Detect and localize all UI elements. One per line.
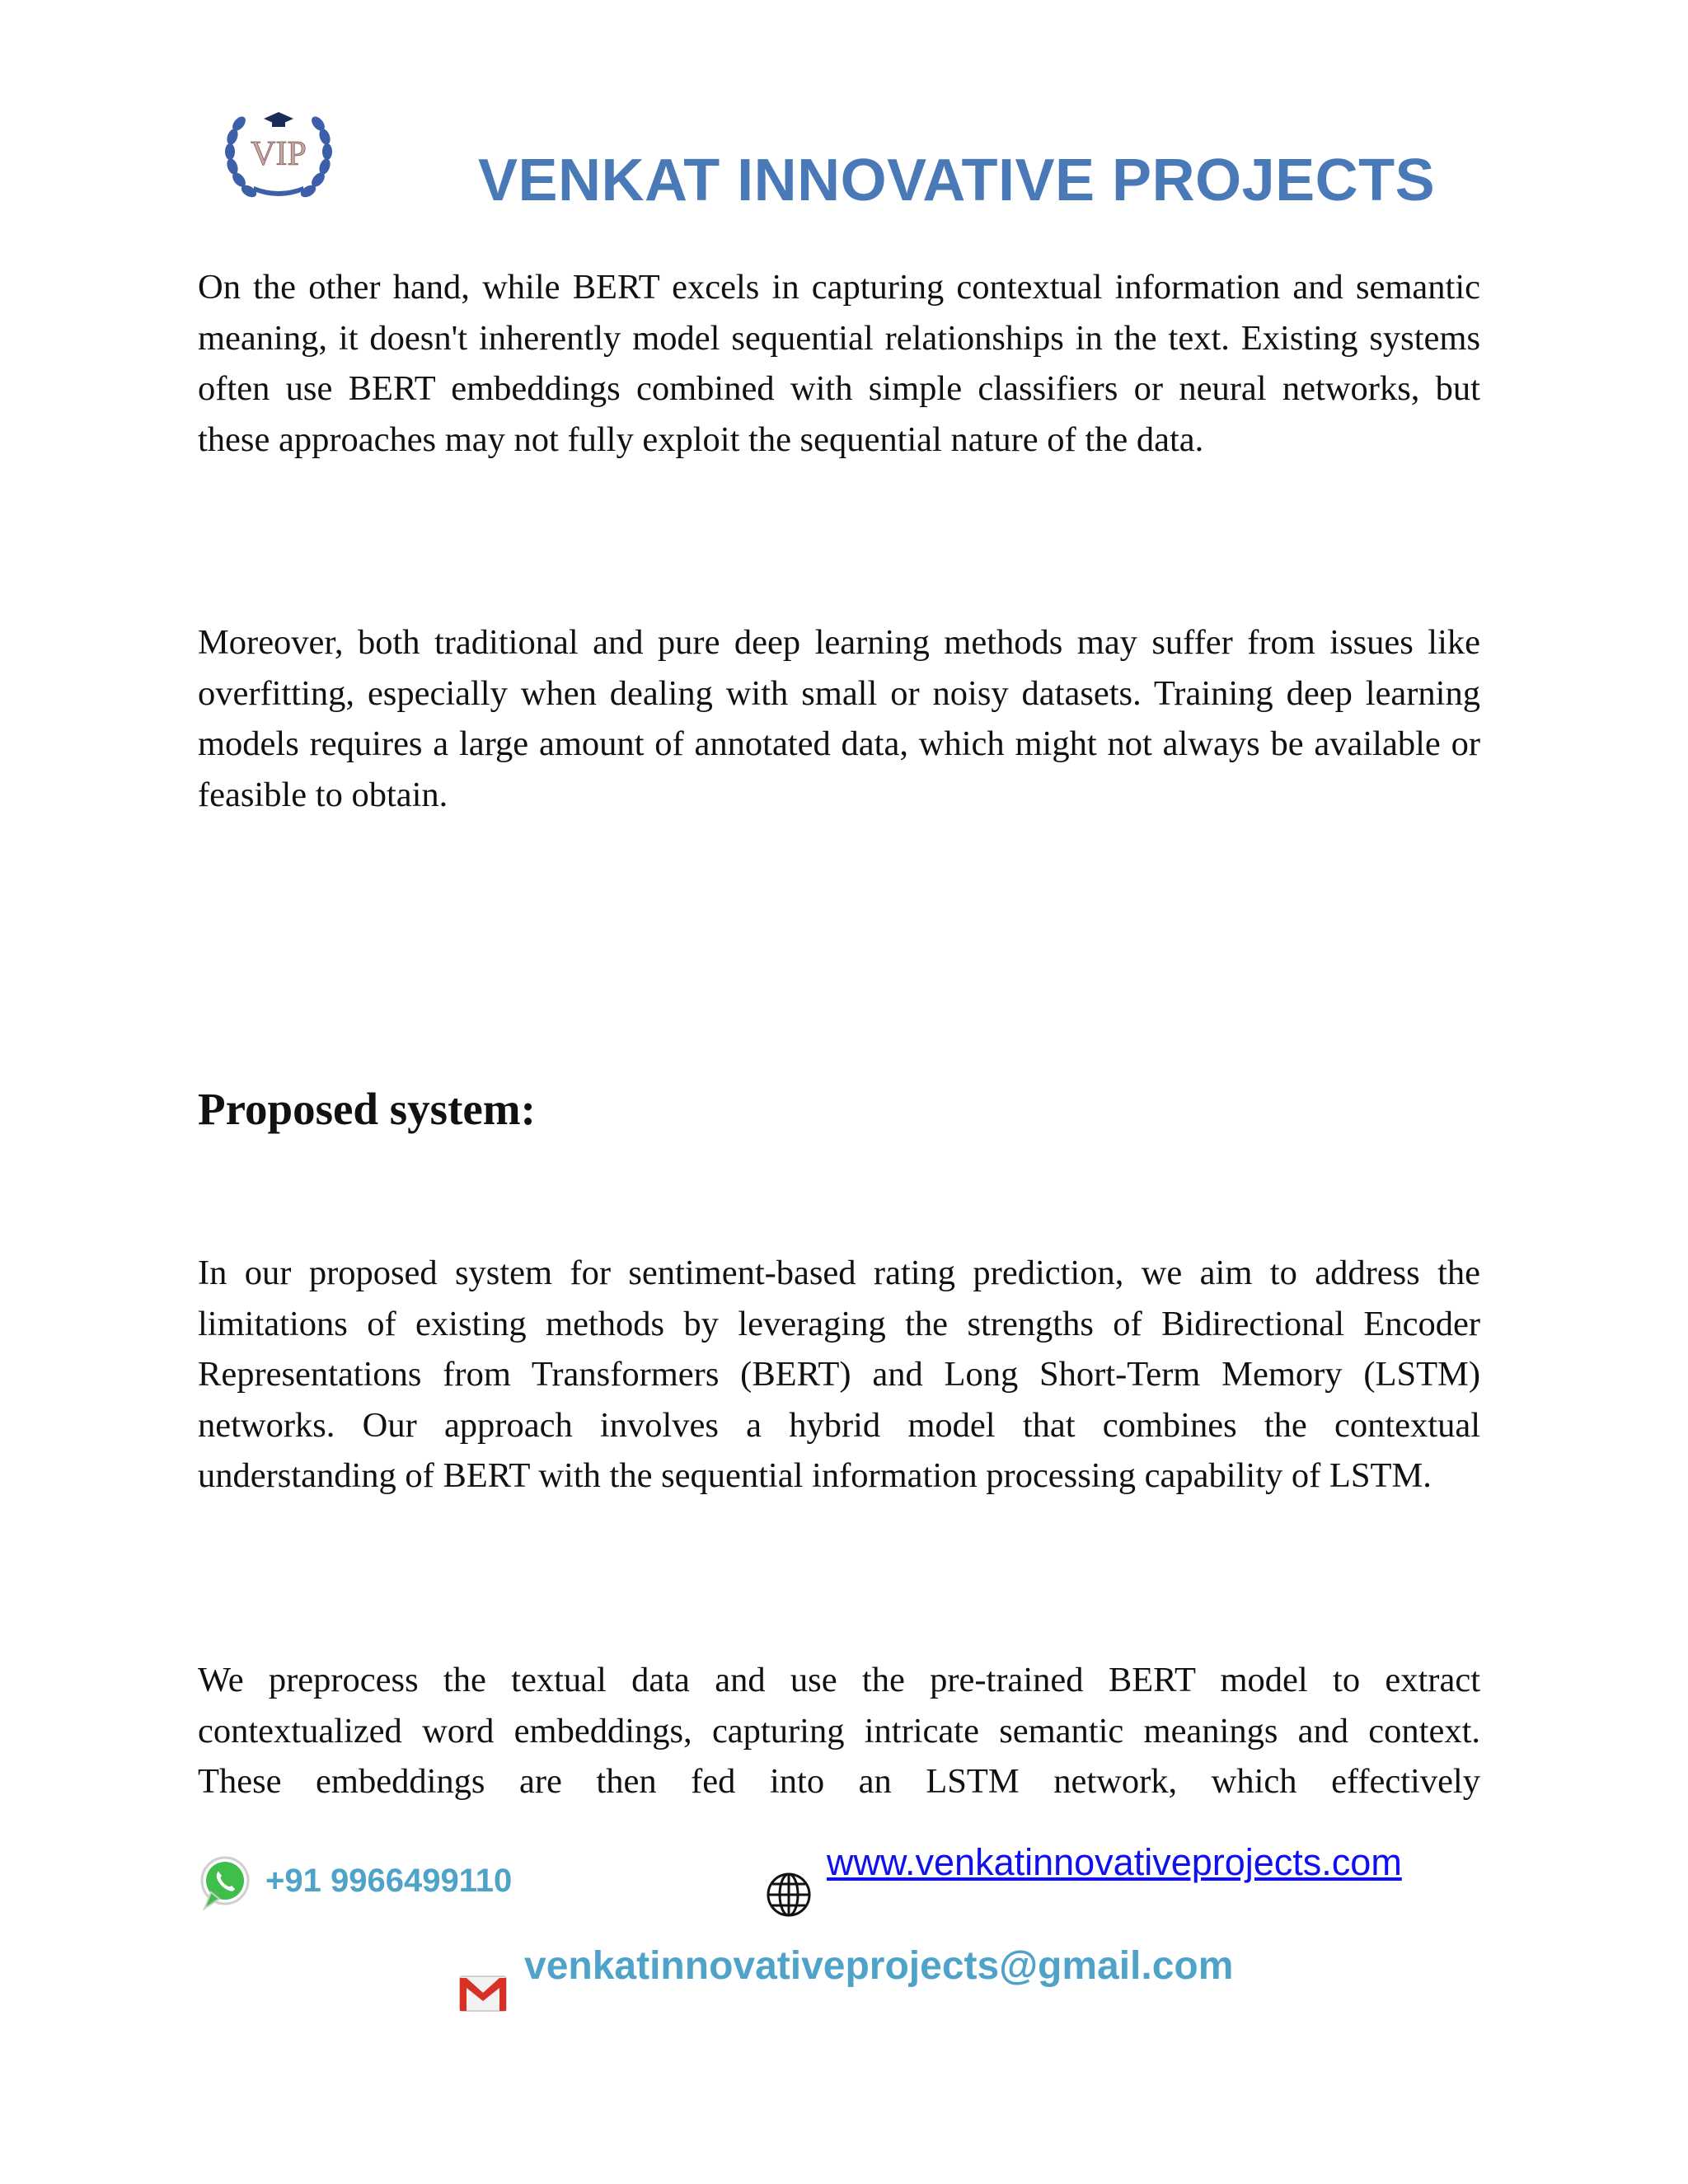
- paragraph-proposed-approach: [198, 1248, 1480, 1502]
- whatsapp-icon: [198, 1851, 252, 1914]
- paragraph-text: On the other hand, while BERT excels in capturing contextual information and semantic meaning, it doesn't inherently model sequential relationships in the text. Existing systems often use BERT embeddings combined with simple classifiers or neural networks, but these approaches may not fully exploit the sequential nature of the data.: [198, 268, 1480, 459]
- email-address[interactable]: venkatinnovativeprojects@gmail.com: [524, 1944, 1234, 1988]
- company-title: VENKAT INNOVATIVE PROJECTS: [478, 148, 1436, 213]
- paragraph-text: We preprocess the textual data and use the pre-trained BERT model to extract contextualized word embeddings, capturing intricate semantic meanings and context. These embeddings are then fed into an LSTM network, which effectively: [198, 1661, 1480, 1801]
- section-heading-proposed-system: Proposed system:: [198, 1084, 536, 1134]
- gmail-icon: [458, 1975, 508, 2013]
- paragraph-preprocess: [198, 1655, 1480, 1807]
- phone-number: +91 9966499110: [265, 1862, 513, 1899]
- paragraph-text: In our proposed system for sentiment-based rating prediction, we aim to address the limitations of existing methods by leveraging the strengths of Bidirectional Encoder Representations from Transformers (BERT) and Long Short-Term Memory (LSTM) networks. Our approach involves a hybrid model that combines the contextual understanding of BERT with the sequential information processing capability of LSTM.: [198, 1254, 1480, 1495]
- paragraph-text: Moreover, both traditional and pure deep learning methods may suffer from issues like overfitting, especially when dealing with small or noisy datasets. Training deep learning models requires a large amount of annotated data, which might not always be available or feasible to obtain.: [198, 623, 1480, 814]
- paragraph-existing-bert: [198, 262, 1480, 465]
- paragraph-overfitting: [198, 617, 1480, 820]
- globe-icon: [765, 1871, 813, 1919]
- logo-text: VIP: [251, 135, 307, 173]
- footer-phone: [198, 1851, 512, 1914]
- vip-logo: [221, 101, 336, 206]
- website-link[interactable]: www.venkatinnovativeprojects.com: [827, 1841, 1402, 1883]
